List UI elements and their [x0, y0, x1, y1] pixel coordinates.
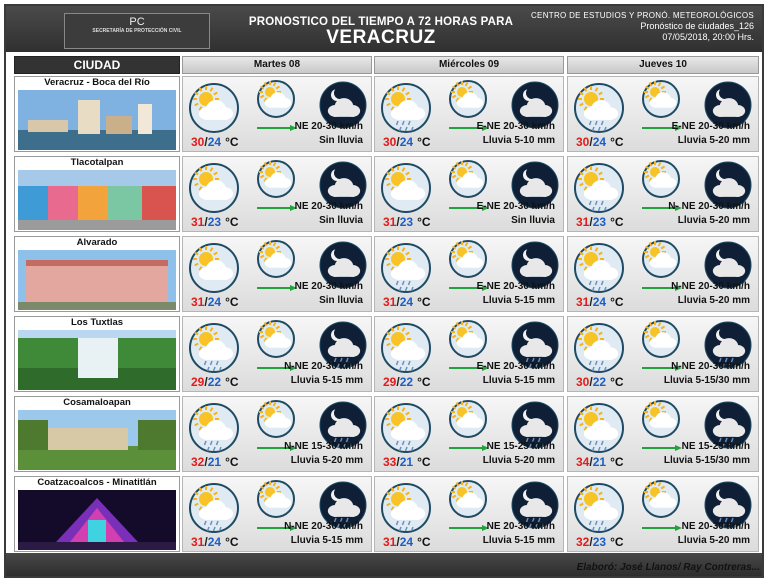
temperature	[383, 295, 431, 309]
temp-unit: °C	[417, 535, 431, 549]
temp-max: 31	[191, 535, 205, 549]
city-card	[14, 316, 180, 392]
temp-min: 24	[592, 135, 607, 149]
forecast-cell	[182, 396, 372, 472]
day-weather-icon	[381, 483, 431, 533]
city-card	[14, 156, 180, 232]
temp-unit: °C	[225, 455, 239, 469]
header-info	[531, 10, 754, 43]
evening-weather-icon	[257, 160, 295, 198]
day-weather-icon	[381, 243, 431, 293]
rain-text: Lluvia 5-15/30 mm	[663, 455, 750, 466]
day-weather-icon	[574, 323, 624, 373]
wind-text: NE 15-25 km/h	[486, 441, 555, 452]
temperature	[383, 215, 431, 229]
evening-weather-icon	[449, 480, 487, 518]
forecast-cell	[374, 476, 564, 552]
temp-unit: °C	[225, 135, 239, 149]
rain-text: Lluvia 5-15/30 mm	[663, 375, 750, 386]
temp-max: 31	[383, 295, 397, 309]
wind-arrow-icon	[642, 518, 682, 524]
temp-max: 30	[383, 135, 397, 149]
temp-unit: °C	[225, 295, 239, 309]
center-name: CENTRO DE ESTUDIOS Y PRONÓ. METEOROLÓGICOS	[530, 11, 754, 20]
wind-arrow-icon	[642, 438, 682, 444]
wind-arrow-icon	[257, 198, 297, 204]
temperature	[191, 135, 239, 149]
temp-max: 34	[576, 455, 590, 469]
temp-separator: /	[396, 215, 400, 229]
temp-separator: /	[589, 455, 593, 469]
city-photo	[18, 170, 176, 230]
wind-text: E-NE 20-30 km/h	[671, 121, 750, 132]
temp-separator: /	[204, 135, 208, 149]
temp-unit: °C	[610, 535, 624, 549]
temp-min: 24	[207, 535, 222, 549]
city-photo	[18, 490, 176, 550]
day-weather-icon	[189, 83, 239, 133]
temp-min: 24	[399, 295, 414, 309]
evening-weather-icon	[642, 320, 680, 358]
rain-text: Sin lluvia	[319, 295, 363, 306]
wind-arrow-icon	[257, 118, 297, 124]
city-photo	[18, 90, 176, 150]
wind-text: NE 15-25 km/h	[681, 441, 750, 452]
temp-min: 23	[592, 535, 607, 549]
title-line2: VERACRUZ	[326, 27, 436, 48]
temperature	[191, 295, 239, 309]
wind-text: N-NE 20-30 km/h	[284, 521, 363, 532]
rain-text: Lluvia 5-20 mm	[677, 135, 750, 146]
city-photo	[18, 250, 176, 310]
wind-text: N-NE 20-30 km/h	[671, 281, 750, 292]
temp-min: 21	[207, 455, 222, 469]
logo-text: PC	[129, 16, 145, 28]
evening-weather-icon	[449, 80, 487, 118]
temp-max: 29	[191, 375, 205, 389]
temp-separator: /	[204, 375, 208, 389]
rain-text: Sin lluvia	[319, 215, 363, 226]
wind-arrow-icon	[449, 438, 489, 444]
temp-max: 30	[576, 375, 590, 389]
temperature	[576, 295, 624, 309]
day-weather-icon	[574, 403, 624, 453]
rain-text: Lluvia 5-15 mm	[290, 535, 363, 546]
forecast-cell	[182, 236, 372, 312]
wind-arrow-icon	[257, 278, 297, 284]
temp-unit: °C	[417, 295, 431, 309]
wind-text: NE 20-30 km/h	[294, 201, 363, 212]
temp-unit: °C	[225, 375, 239, 389]
rain-text: Lluvia 5-20 mm	[290, 455, 363, 466]
city-card	[14, 476, 180, 552]
forecast-cell	[374, 316, 564, 392]
day-weather-icon	[381, 83, 431, 133]
day-weather-icon	[574, 163, 624, 213]
evening-weather-icon	[257, 240, 295, 278]
day-header: Jueves 10	[567, 56, 759, 74]
temp-separator: /	[204, 215, 208, 229]
temperature	[191, 375, 239, 389]
temp-min: 24	[207, 135, 222, 149]
wind-arrow-icon	[449, 518, 489, 524]
temp-min: 22	[592, 375, 607, 389]
temp-max: 30	[191, 135, 205, 149]
temp-max: 29	[383, 375, 397, 389]
evening-weather-icon	[257, 320, 295, 358]
day-weather-icon	[381, 403, 431, 453]
wind-text: E-NE 20-30 km/h	[476, 121, 555, 132]
rain-text: Lluvia 5-20 mm	[677, 295, 750, 306]
logo-subtitle: SECRETARÍA DE PROTECCIÓN CIVIL	[92, 28, 182, 34]
day-header: Martes 08	[182, 56, 372, 74]
credit-text: Elaboró: José Llanos/ Ray Contreras...	[576, 562, 760, 573]
temperature	[576, 375, 624, 389]
temp-min: 23	[399, 215, 414, 229]
temperature	[383, 535, 431, 549]
city-photo	[18, 330, 176, 390]
temp-min: 23	[207, 215, 222, 229]
city-name: Alvarado	[76, 237, 118, 248]
city-card	[14, 76, 180, 152]
wind-text: E-NE 20-30 km/h	[476, 281, 555, 292]
temp-separator: /	[396, 375, 400, 389]
evening-weather-icon	[642, 80, 680, 118]
temp-min: 24	[592, 295, 607, 309]
day-weather-icon	[189, 243, 239, 293]
evening-weather-icon	[257, 400, 295, 438]
day-weather-icon	[574, 83, 624, 133]
forecast-cell	[374, 76, 564, 152]
temp-max: 32	[576, 535, 590, 549]
temp-min: 24	[399, 135, 414, 149]
day-weather-icon	[189, 483, 239, 533]
temp-min: 24	[207, 295, 222, 309]
temp-unit: °C	[417, 375, 431, 389]
evening-weather-icon	[642, 400, 680, 438]
temp-separator: /	[589, 375, 593, 389]
temp-unit: °C	[417, 455, 431, 469]
temperature	[191, 535, 239, 549]
city-name: Los Tuxtlas	[70, 317, 124, 328]
city-photo	[18, 410, 176, 470]
day-weather-icon	[189, 403, 239, 453]
evening-weather-icon	[449, 400, 487, 438]
temperature	[383, 135, 431, 149]
temp-separator: /	[204, 535, 208, 549]
rain-text: Lluvia 5-15 mm	[482, 295, 555, 306]
forecast-sheet	[4, 4, 764, 578]
rain-text: Lluvia 5-20 mm	[482, 455, 555, 466]
wind-text: N-NE 15-30 km/h	[284, 441, 363, 452]
evening-weather-icon	[449, 240, 487, 278]
rain-text: Lluvia 5-10 mm	[482, 135, 555, 146]
temp-max: 31	[383, 535, 397, 549]
temp-unit: °C	[610, 215, 624, 229]
temperature	[383, 375, 431, 389]
forecast-cell	[567, 476, 759, 552]
evening-weather-icon	[642, 240, 680, 278]
temperature	[191, 455, 239, 469]
rain-text: Lluvia 5-15 mm	[482, 535, 555, 546]
temp-max: 31	[383, 215, 397, 229]
logo	[64, 13, 210, 49]
header-bar	[6, 6, 762, 52]
temperature	[576, 135, 624, 149]
day-weather-icon	[189, 163, 239, 213]
temperature	[576, 455, 624, 469]
day-weather-icon	[574, 483, 624, 533]
temp-max: 32	[191, 455, 205, 469]
temp-min: 21	[399, 455, 414, 469]
temp-unit: °C	[610, 135, 624, 149]
temp-separator: /	[396, 455, 400, 469]
wind-text: NE 20-30 km/h	[294, 281, 363, 292]
temperature	[576, 215, 624, 229]
temp-separator: /	[589, 135, 593, 149]
city-card	[14, 236, 180, 312]
temp-max: 30	[576, 135, 590, 149]
temp-unit: °C	[610, 295, 624, 309]
temperature	[191, 215, 239, 229]
city-name: Tlacotalpan	[70, 157, 124, 168]
report-id: Pronóstico de ciudades_126	[640, 21, 754, 31]
day-weather-icon	[189, 323, 239, 373]
temp-min: 23	[592, 215, 607, 229]
forecast-cell	[567, 396, 759, 472]
evening-weather-icon	[449, 320, 487, 358]
wind-text: NE 20-30 km/h	[486, 521, 555, 532]
forecast-cell	[374, 236, 564, 312]
temp-separator: /	[204, 455, 208, 469]
forecast-cell	[374, 396, 564, 472]
day-header: Miércoles 09	[374, 56, 564, 74]
evening-weather-icon	[257, 80, 295, 118]
forecast-cell	[182, 476, 372, 552]
issue-datetime: 07/05/2018, 20:00 Hrs.	[662, 32, 754, 42]
forecast-cell	[374, 156, 564, 232]
temp-min: 22	[207, 375, 222, 389]
temp-unit: °C	[225, 535, 239, 549]
wind-text: N-NE 20-30 km/h	[671, 361, 750, 372]
wind-text: E-NE 20-30 km/h	[476, 201, 555, 212]
temp-max: 31	[191, 295, 205, 309]
temp-unit: °C	[417, 135, 431, 149]
temperature	[576, 535, 624, 549]
day-weather-icon	[381, 163, 431, 213]
temp-min: 21	[592, 455, 607, 469]
temp-unit: °C	[417, 215, 431, 229]
rain-text: Lluvia 5-20 mm	[677, 535, 750, 546]
wind-text: E-NE 20-30 km/h	[476, 361, 555, 372]
temp-max: 31	[191, 215, 205, 229]
evening-weather-icon	[449, 160, 487, 198]
wind-text: N-NE 20-30 km/h	[284, 361, 363, 372]
day-weather-icon	[381, 323, 431, 373]
temp-separator: /	[396, 135, 400, 149]
forecast-cell	[182, 316, 372, 392]
temp-max: 31	[576, 215, 590, 229]
evening-weather-icon	[642, 480, 680, 518]
wind-text: N- NE 20-30 km/h	[668, 201, 750, 212]
rain-text: Lluvia 5-15 mm	[290, 375, 363, 386]
forecast-cell	[567, 316, 759, 392]
rain-text: Lluvia 5-15 mm	[482, 375, 555, 386]
forecast-cell	[567, 236, 759, 312]
temp-max: 33	[383, 455, 397, 469]
city-name: Coatzacoalcos - Minatitlán	[37, 477, 157, 488]
title-line1: PRONOSTICO DEL TIEMPO A 72 HORAS PARA	[248, 16, 514, 28]
city-card	[14, 396, 180, 472]
temp-separator: /	[589, 535, 593, 549]
forecast-cell	[182, 76, 372, 152]
temp-unit: °C	[225, 215, 239, 229]
temp-unit: °C	[610, 375, 624, 389]
day-weather-icon	[574, 243, 624, 293]
wind-text: NE 20-30 km/h	[681, 521, 750, 532]
city-column-header: CIUDAD	[14, 56, 180, 74]
temp-min: 24	[399, 535, 414, 549]
forecast-cell	[182, 156, 372, 232]
city-name: Cosamaloapan	[63, 397, 131, 408]
temp-separator: /	[396, 535, 400, 549]
wind-text: NE 20-30 km/h	[294, 121, 363, 132]
temp-unit: °C	[610, 455, 624, 469]
evening-weather-icon	[257, 480, 295, 518]
city-name: Veracruz - Boca del Río	[44, 77, 150, 88]
rain-text: Sin lluvia	[319, 135, 363, 146]
forecast-cell	[567, 76, 759, 152]
temperature	[383, 455, 431, 469]
temp-separator: /	[396, 295, 400, 309]
forecast-cell	[567, 156, 759, 232]
temp-separator: /	[589, 295, 593, 309]
temp-separator: /	[589, 215, 593, 229]
temp-max: 31	[576, 295, 590, 309]
temp-min: 22	[399, 375, 414, 389]
rain-text: Lluvia 5-20 mm	[677, 215, 750, 226]
temp-separator: /	[204, 295, 208, 309]
evening-weather-icon	[642, 160, 680, 198]
rain-text: Sin lluvia	[511, 215, 555, 226]
